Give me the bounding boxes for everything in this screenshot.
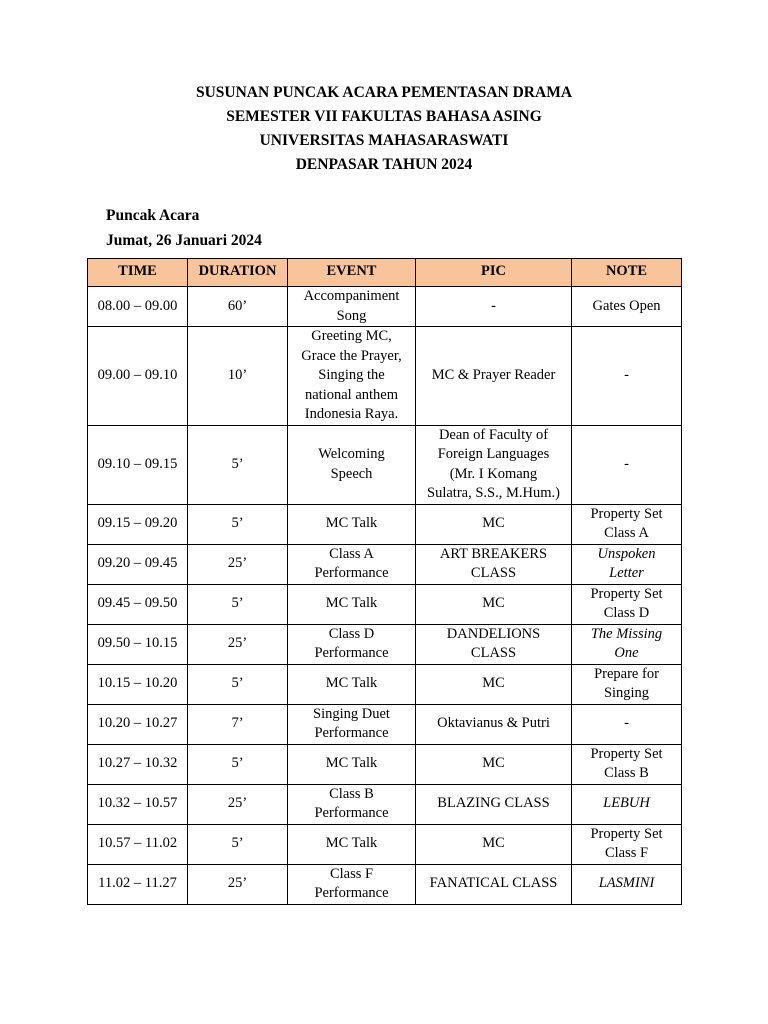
- duration-cell: 5’: [188, 664, 288, 704]
- document-title: [0, 81, 768, 177]
- table-row: [88, 504, 682, 544]
- event-label: Puncak Acara: [106, 207, 200, 224]
- event-line: Singing the: [318, 367, 385, 383]
- column-header-duration: DURATION: [188, 259, 288, 287]
- event-line: Class B: [329, 785, 374, 802]
- pic-cell: [416, 287, 572, 327]
- pic-line: BLAZING CLASS: [437, 795, 550, 812]
- note-cell: [572, 584, 682, 624]
- event-line: MC Talk: [325, 835, 378, 852]
- column-header-pic: PIC: [416, 259, 572, 287]
- note-cell: [572, 287, 682, 327]
- time-cell: 09.15 – 09.20: [88, 504, 188, 544]
- time-cell: 09.45 – 09.50: [88, 584, 188, 624]
- note-cell: [572, 425, 682, 504]
- time-cell: 11.02 – 11.27: [88, 864, 188, 904]
- schedule-body: [88, 287, 682, 905]
- pic-cell: [416, 664, 572, 704]
- duration-cell: 25’: [188, 784, 288, 824]
- pic-cell: [416, 624, 572, 664]
- pic-line: MC: [482, 515, 505, 532]
- pic-line: CLASS: [470, 565, 517, 581]
- pic-cell: [416, 704, 572, 744]
- duration-cell: 60’: [188, 287, 288, 327]
- note-cell: [572, 624, 682, 664]
- note-line: -: [624, 367, 629, 383]
- pic-line: Dean of Faculty of: [438, 426, 549, 443]
- duration-cell: 5’: [188, 504, 288, 544]
- table-row: [88, 327, 682, 426]
- pic-line: MC & Prayer Reader: [431, 367, 556, 383]
- event-line: Grace the Prayer,: [301, 347, 402, 364]
- note-line: -: [624, 715, 629, 732]
- table-row: [88, 824, 682, 864]
- event-line: Class D: [328, 625, 375, 642]
- table-row: [88, 425, 682, 504]
- event-line: Class A: [329, 545, 374, 562]
- table-row: [88, 744, 682, 784]
- event-line: Performance: [314, 725, 389, 741]
- note-line: Letter: [609, 565, 644, 581]
- table-row: [88, 624, 682, 664]
- table-row: [88, 544, 682, 584]
- pic-cell: [416, 864, 572, 904]
- event-line: Performance: [314, 645, 389, 661]
- column-header-note: NOTE: [572, 259, 682, 287]
- time-cell: 10.32 – 10.57: [88, 784, 188, 824]
- event-line: Performance: [314, 565, 389, 581]
- event-line: Accompaniment: [303, 288, 400, 304]
- event-line: Indonesia Raya.: [304, 406, 399, 422]
- event-cell: [288, 704, 416, 744]
- duration-cell: 5’: [188, 824, 288, 864]
- pic-cell: [416, 504, 572, 544]
- table-row: [88, 784, 682, 824]
- time-cell: 10.57 – 11.02: [88, 824, 188, 864]
- event-cell: [288, 504, 416, 544]
- note-cell: [572, 704, 682, 744]
- title-line-2: SEMESTER VII FAKULTAS BAHASA ASING: [226, 108, 542, 125]
- note-cell: [572, 504, 682, 544]
- event-cell: [288, 824, 416, 864]
- note-cell: [572, 824, 682, 864]
- note-line: Property Set: [590, 825, 663, 842]
- event-line: national anthem: [304, 386, 398, 403]
- event-line: Song: [336, 307, 367, 324]
- event-line: Speech: [330, 465, 373, 482]
- event-cell: [288, 425, 416, 504]
- event-cell: [288, 784, 416, 824]
- pic-cell: [416, 824, 572, 864]
- note-line: Property Set: [590, 585, 663, 602]
- note-line: LASMINI: [598, 875, 655, 892]
- event-line: MC Talk: [325, 595, 378, 612]
- time-cell: 09.20 – 09.45: [88, 544, 188, 584]
- duration-cell: 5’: [188, 425, 288, 504]
- event-line: Singing Duet: [313, 705, 390, 722]
- time-cell: 10.15 – 10.20: [88, 664, 188, 704]
- time-cell: 10.20 – 10.27: [88, 704, 188, 744]
- event-cell: [288, 544, 416, 584]
- pic-line: MC: [482, 595, 505, 612]
- note-line: Property Set: [590, 505, 663, 522]
- event-line: Welcoming: [318, 446, 385, 462]
- event-cell: [288, 584, 416, 624]
- note-cell: [572, 664, 682, 704]
- pic-cell: [416, 744, 572, 784]
- note-cell: [572, 864, 682, 904]
- event-line: MC Talk: [325, 755, 378, 772]
- note-cell: [572, 744, 682, 784]
- duration-cell: 25’: [188, 544, 288, 584]
- pic-cell: [416, 425, 572, 504]
- note-line: One: [614, 645, 639, 661]
- pic-line: DANDELIONS: [446, 625, 541, 642]
- note-line: Unspoken: [597, 545, 656, 562]
- pic-cell: [416, 544, 572, 584]
- event-line: Class F: [329, 865, 374, 882]
- time-cell: 09.50 – 10.15: [88, 624, 188, 664]
- event-line: MC Talk: [325, 515, 378, 532]
- pic-cell: [416, 327, 572, 426]
- pic-line: (Mr. I Komang: [449, 465, 538, 482]
- pic-line: CLASS: [470, 645, 517, 661]
- time-cell: 08.00 – 09.00: [88, 287, 188, 327]
- note-line: Class F: [604, 845, 649, 861]
- pic-line: MC: [482, 835, 505, 852]
- event-line: Performance: [314, 805, 389, 821]
- duration-cell: 25’: [188, 864, 288, 904]
- event-cell: [288, 287, 416, 327]
- table-row: [88, 704, 682, 744]
- table-row: [88, 864, 682, 904]
- event-line: MC Talk: [325, 675, 378, 692]
- pic-line: Oktavianus & Putri: [437, 715, 550, 732]
- event-cell: [288, 864, 416, 904]
- note-line: -: [624, 455, 629, 472]
- pic-line: -: [491, 297, 496, 314]
- note-cell: [572, 327, 682, 426]
- pic-line: MC: [482, 675, 505, 692]
- table-row: [88, 584, 682, 624]
- note-line: Gates Open: [592, 297, 661, 314]
- note-line: Class B: [604, 765, 649, 781]
- note-line: Singing: [603, 685, 650, 701]
- column-header-event: EVENT: [288, 259, 416, 287]
- time-cell: 09.10 – 09.15: [88, 425, 188, 504]
- pic-cell: [416, 584, 572, 624]
- title-line-1: SUSUNAN PUNCAK ACARA PEMENTASAN DRAMA: [195, 84, 573, 101]
- pic-line: FANATICAL CLASS: [429, 875, 558, 892]
- event-line: Performance: [314, 885, 389, 901]
- pic-line: MC: [482, 755, 505, 772]
- table-row: [88, 664, 682, 704]
- column-header-time: TIME: [88, 259, 188, 287]
- event-cell: [288, 744, 416, 784]
- event-line: Greeting MC,: [311, 328, 392, 344]
- event-date: Jumat, 26 Januari 2024: [106, 232, 262, 249]
- duration-cell: 25’: [188, 624, 288, 664]
- time-cell: 09.00 – 09.10: [88, 327, 188, 426]
- note-cell: [572, 544, 682, 584]
- table-row: [88, 287, 682, 327]
- duration-cell: 5’: [188, 584, 288, 624]
- pic-line: Foreign Languages: [437, 446, 550, 462]
- duration-cell: 5’: [188, 744, 288, 784]
- time-cell: 10.27 – 10.32: [88, 744, 188, 784]
- pic-line: Sulatra, S.S., M.Hum.): [427, 485, 560, 501]
- event-cell: [288, 327, 416, 426]
- note-line: Class A: [604, 525, 649, 541]
- note-line: The Missing: [590, 625, 663, 642]
- note-line: Property Set: [590, 745, 663, 762]
- note-line: Prepare for: [594, 665, 659, 682]
- pic-line: ART BREAKERS: [439, 545, 548, 562]
- pic-cell: [416, 784, 572, 824]
- schedule-table: [87, 258, 682, 905]
- table-header-row: [88, 259, 682, 287]
- event-cell: [288, 624, 416, 664]
- title-line-4: DENPASAR TAHUN 2024: [295, 156, 473, 173]
- duration-cell: 7’: [188, 704, 288, 744]
- title-line-3: UNIVERSITAS MAHASARASWATI: [259, 132, 509, 149]
- duration-cell: 10’: [188, 327, 288, 426]
- event-cell: [288, 664, 416, 704]
- note-line: Class D: [603, 605, 650, 621]
- note-cell: [572, 784, 682, 824]
- note-line: LEBUH: [603, 795, 650, 812]
